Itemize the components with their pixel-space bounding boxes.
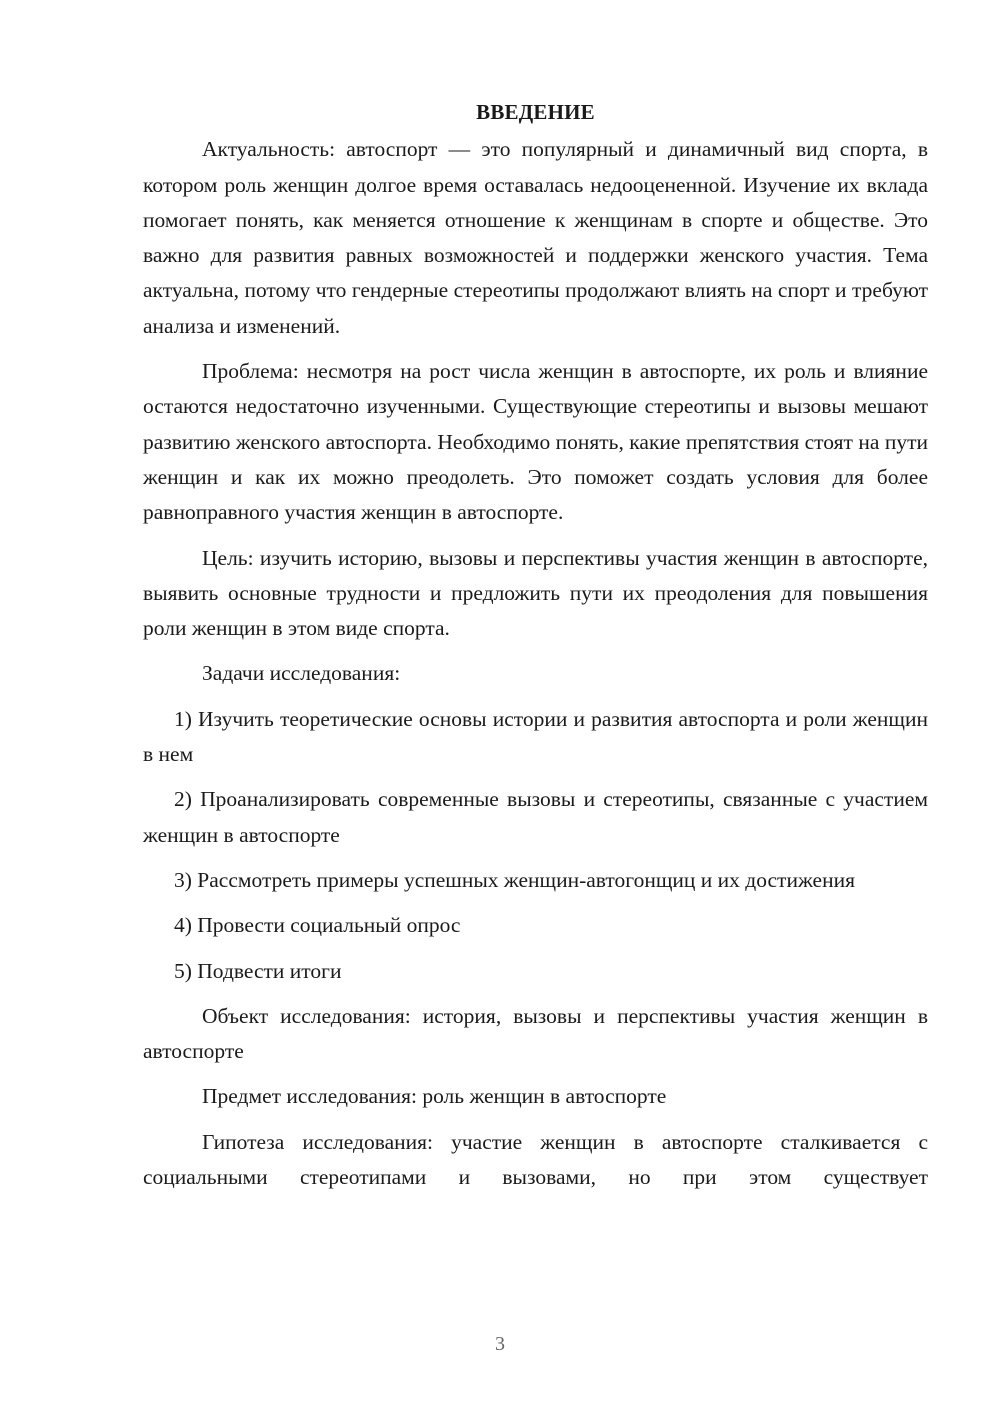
task-item-3: 3) Рассмотреть примеры успешных женщин-автогонщиц и их достижения	[174, 867, 855, 892]
section-title: ВВЕДЕНИЕ	[476, 100, 595, 124]
paragraph-goal: Цель: изучить историю, вызовы и перспективы участия женщин в автоспорте, выявить основные трудности и предложить пути их преодоления для повышения роли женщин в этом виде спорта.	[143, 545, 928, 641]
paragraph-object: Объект исследования: история, вызовы и перспективы участия женщин в автоспорте	[143, 1003, 928, 1064]
page-number: 3	[495, 1333, 505, 1355]
paragraph-subject: Предмет исследования: роль женщин в автоспорте	[202, 1084, 667, 1109]
task-item-4: 4) Провести социальный опрос	[174, 913, 461, 938]
document-page	[143, 95, 928, 1205]
task-item-2: 2) Проанализировать современные вызовы и стереотипы, связанные с участием женщин в автоспорте	[143, 787, 928, 847]
paragraph-problem: Проблема: несмотря на рост числа женщин в автоспорте, их роль и влияние остаются недостаточно изученными. Существующие стереотипы и вызовы мешают развитию женского автоспорта. Необходимо понять, какие препятствия стоят на пути женщин и как их можно преодолеть. Это поможет создать условия для более равноправного участия женщин в автоспорте.	[143, 359, 928, 525]
tasks-heading: Задачи исследования:	[202, 661, 401, 686]
paragraph-relevance: Актуальность: автоспорт — это популярный и динамичный вид спорта, в котором роль женщин долгое время оставалась недооцененной. Изучение их вклада помогает понять, как меняется отношение к женщинам в спорте и обществе. Это важно для развития равных возможностей и поддержки женского участия. Тема актуальна, потому что гендерные стереотипы продолжают влиять на спорт и требуют анализа и изменений.	[143, 137, 928, 338]
paragraph-hypothesis: Гипотеза исследования: участие женщин в автоспорте сталкивается с социальными стереотипами и вызовами, но при этом существует	[143, 1129, 928, 1190]
task-item-1: 1) Изучить теоретические основы истории и развития автоспорта и роли женщин в нем	[143, 706, 928, 767]
task-item-5: 5) Подвести итоги	[174, 958, 342, 983]
